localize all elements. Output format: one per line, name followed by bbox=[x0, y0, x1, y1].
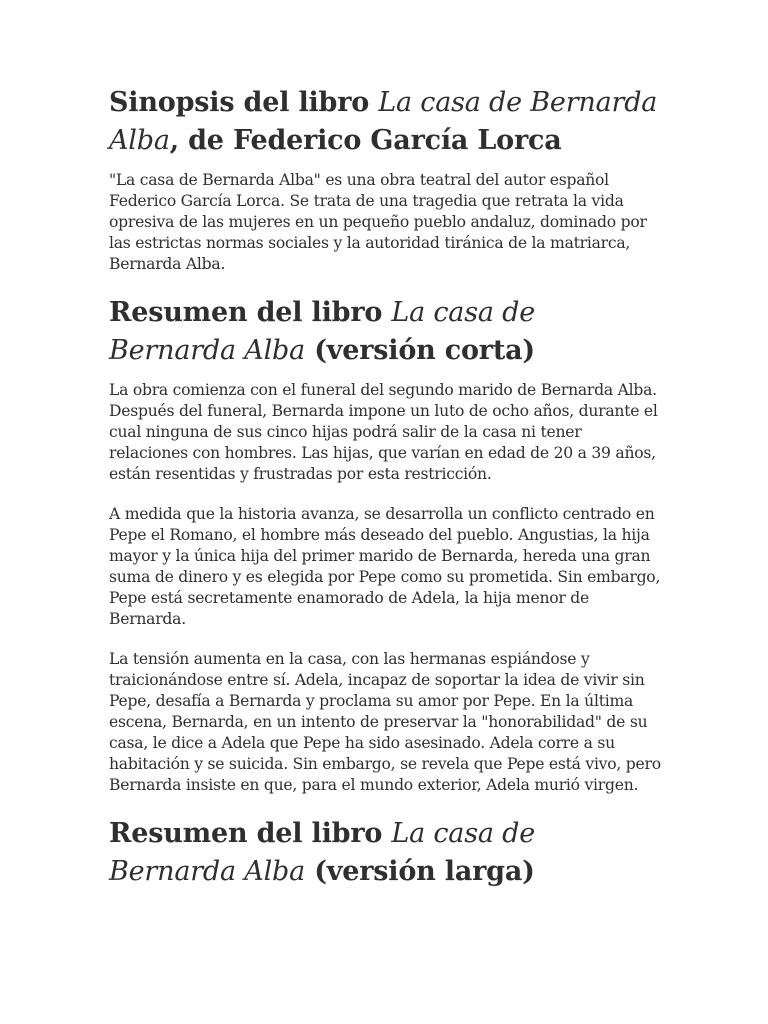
heading-sinopsis bbox=[109, 84, 661, 160]
heading-sinopsis-suffix: , de Federico García Lorca bbox=[169, 125, 562, 156]
heading-resumen-corta-book-title: La casa de Bernarda Alba bbox=[109, 297, 536, 366]
heading-resumen-larga bbox=[109, 815, 661, 891]
heading-resumen-larga-book-title: La casa de Bernarda Alba bbox=[109, 818, 536, 887]
document-page bbox=[109, 84, 661, 901]
heading-resumen-corta-prefix: Resumen del libro bbox=[109, 297, 392, 328]
heading-resumen-larga-prefix: Resumen del libro bbox=[109, 818, 392, 849]
paragraph-resumen-2: A medida que la historia avanza, se desarrolla un conflicto centrado en Pepe el Romano, el hombre más deseado del pueblo. Angustias, la hija mayor y la única hija del primer marido de Bernarda, hereda una gran suma de dinero y es elegida por Pepe como su prometida. Sin embargo, Pepe está secretamente enamorado de Adela, la hija menor de Bernarda. bbox=[109, 505, 661, 628]
heading-sinopsis-book-title: La casa de Bernarda Alba bbox=[109, 87, 658, 156]
paragraph-resumen-1: La obra comienza con el funeral del segundo marido de Bernarda Alba. Después del funeral, Bernarda impone un luto de ocho años, durante el cual ninguna de sus cinco hijas podrá salir de la casa ni tener relaciones con hombres. Las hijas, que varían en edad de 20 a 39 años, están resentidas y frustradas por esta restricción. bbox=[109, 381, 658, 483]
heading-resumen-corta bbox=[109, 294, 661, 370]
paragraph-sinopsis: "La casa de Bernarda Alba" es una obra teatral del autor español Federico García Lorca. Se trata de una tragedia que retrata la vida opresiva de las mujeres en un pequeño pueblo andaluz, dominado por las estrictas normas sociales y la autoridad tiránica de la matriarca, Bernarda Alba. bbox=[109, 171, 647, 273]
heading-resumen-corta-suffix: (versión corta) bbox=[305, 335, 535, 366]
heading-sinopsis-prefix: Sinopsis del libro bbox=[109, 87, 379, 118]
heading-resumen-larga-suffix: (versión larga) bbox=[305, 856, 535, 887]
paragraph-resumen-3: La tensión aumenta en la casa, con las hermanas espiándose y traicionándose entre sí. Adela, incapaz de soportar la idea de vivir sin Pepe, desafía a Bernarda y proclama su amor por Pepe. En la última escena, Bernarda, en un intento de preservar la "honorabilidad" de su casa, le dice a Adela que Pepe ha sido asesinado. Adela corre a su habitación y se suicida. Sin embargo, se revela que Pepe está vivo, pero Bernarda insiste en que, para el mundo exterior, Adela murió virgen. bbox=[109, 650, 661, 794]
